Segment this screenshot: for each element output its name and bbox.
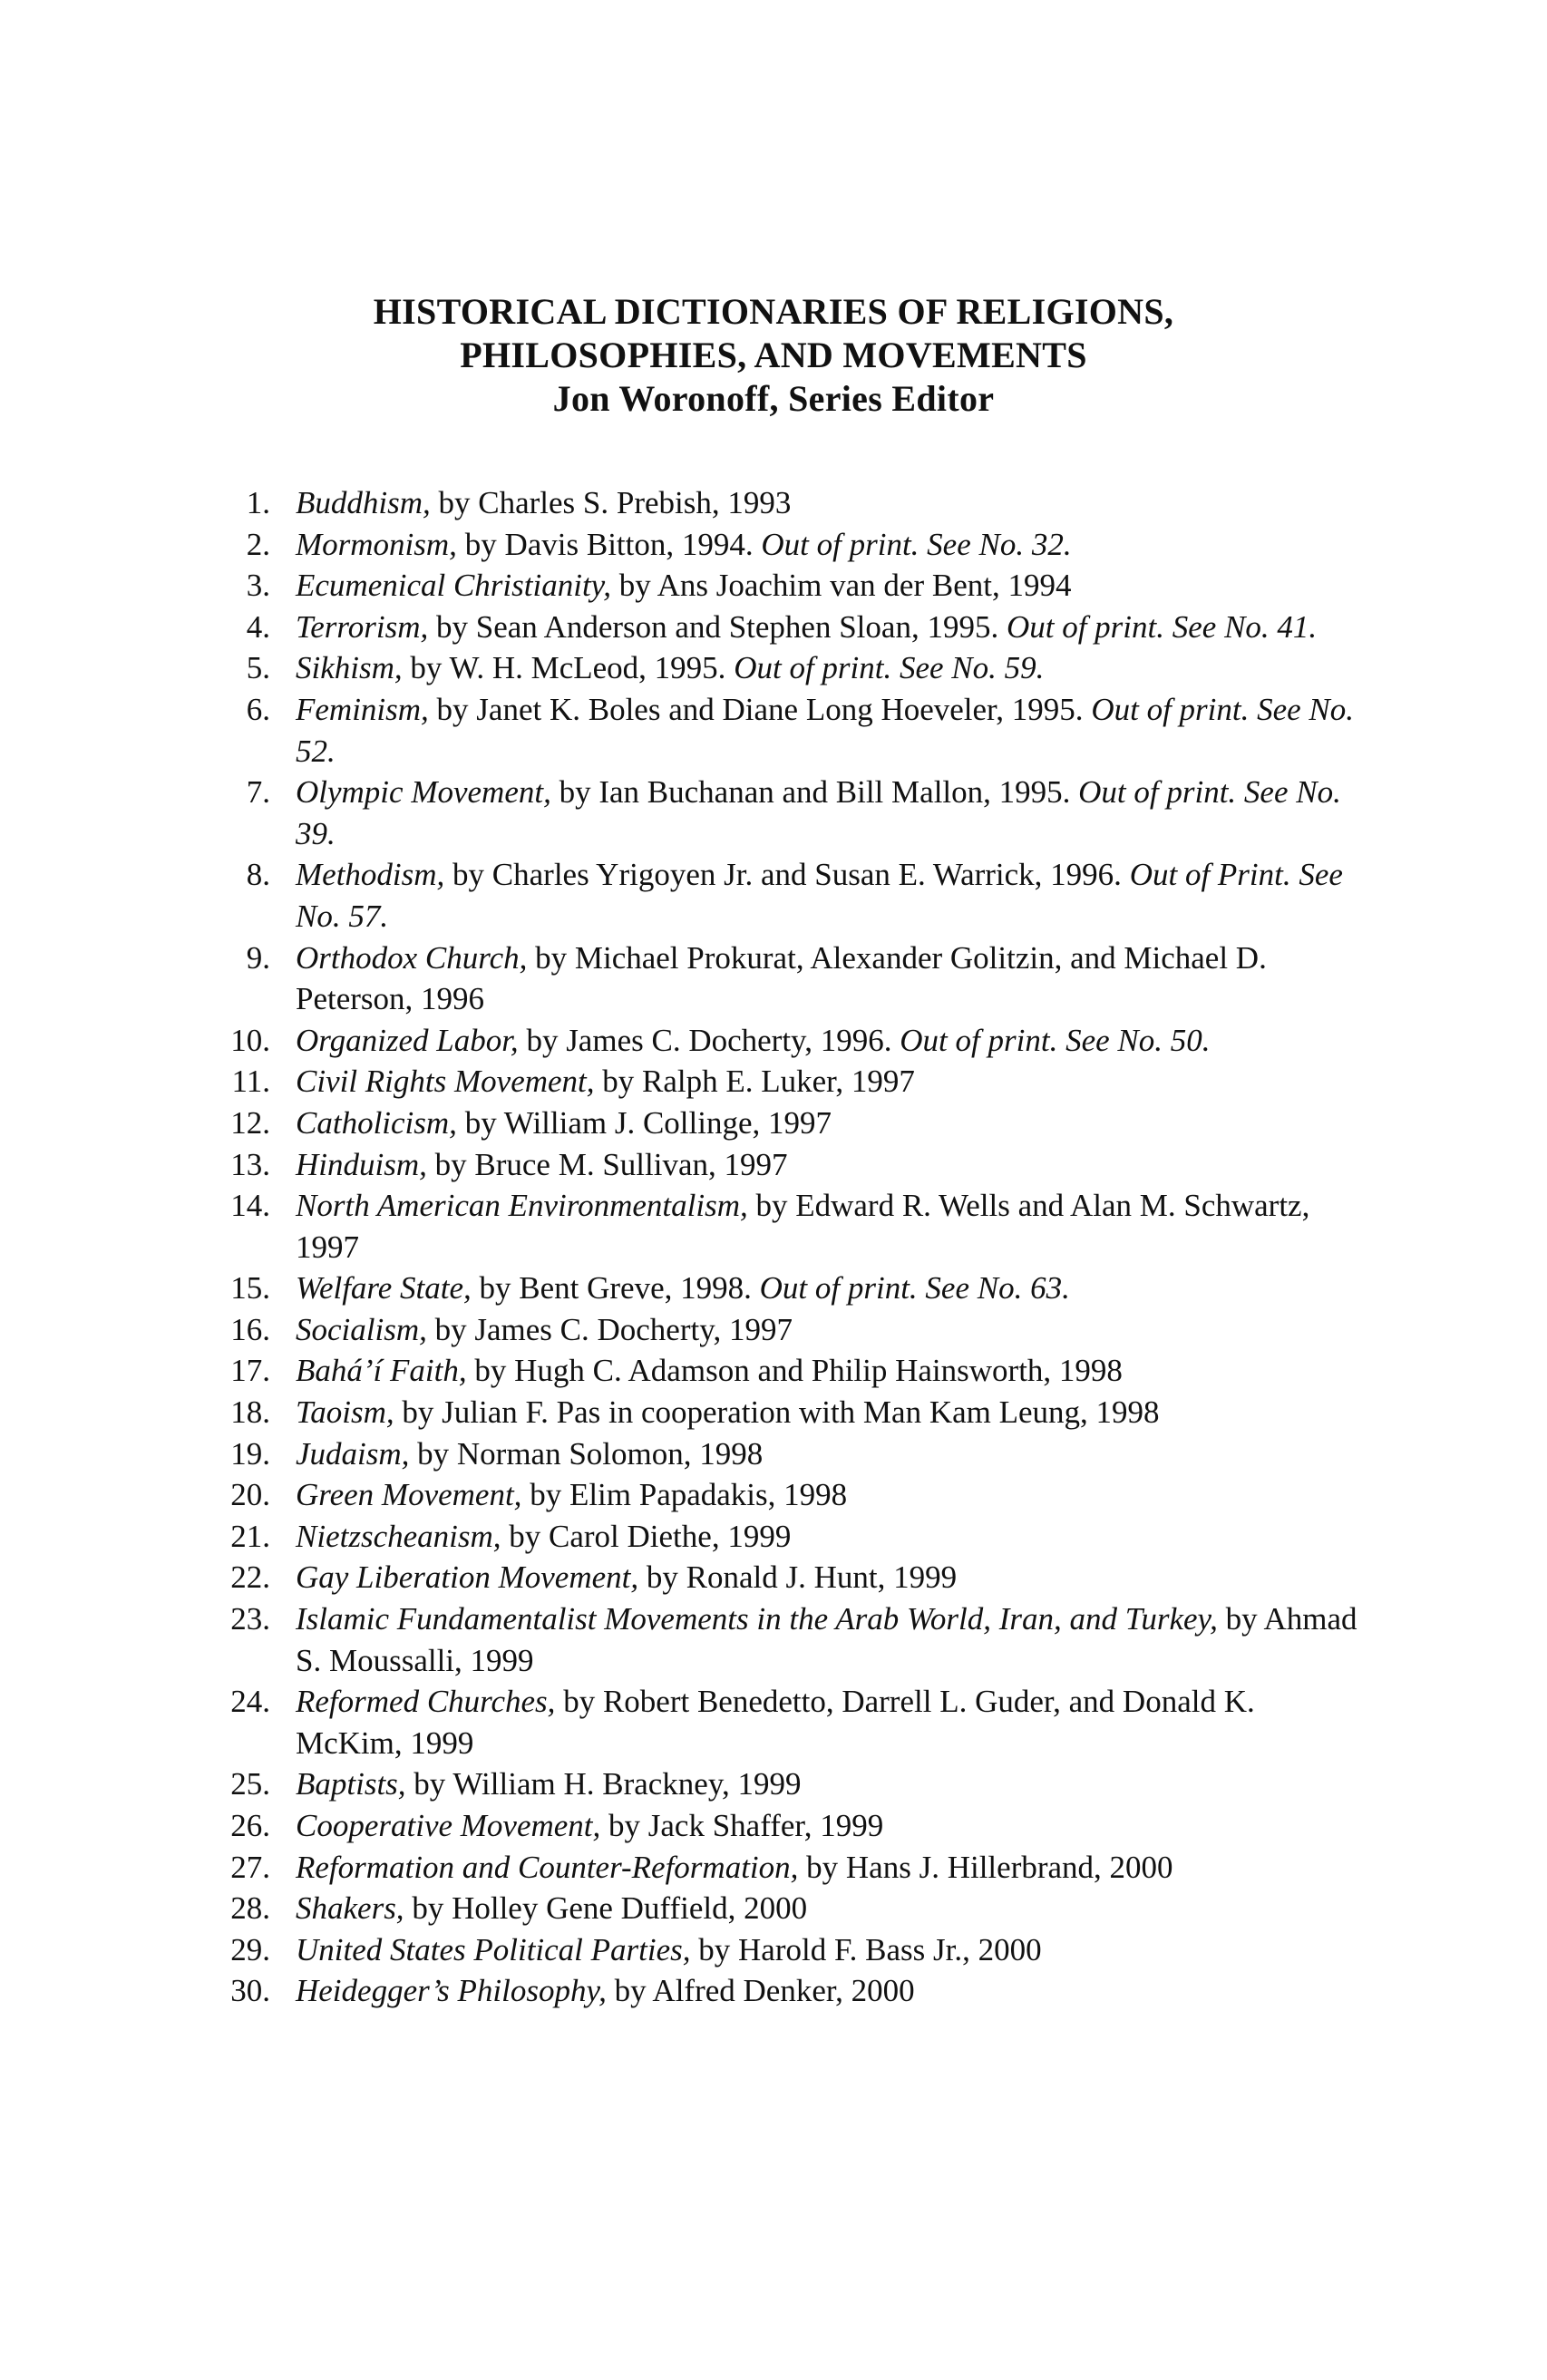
entry-number: 24. [230, 1684, 270, 1720]
entry-number: 20. [230, 1477, 270, 1513]
entry-author-year: by Ahmad S. Moussalli, 1999 [296, 1601, 1357, 1678]
entry-number: 2. [246, 526, 270, 562]
entry-author-year: by William H. Brackney, 1999 [405, 1766, 802, 1802]
entry-number: 19. [230, 1435, 270, 1472]
entry-title: Catholicism, [296, 1104, 457, 1141]
entry-author-year: by James C. Docherty, 1996. [518, 1022, 900, 1058]
list-item [227, 1847, 1369, 1889]
list-item [227, 1103, 1369, 1144]
entry-number: 28. [230, 1890, 270, 1927]
entry-note: Out of print. See No. 39. [296, 774, 1341, 851]
entry-title: Islamic Fundamentalist Movements in the Arab World, Iran, and Turkey, [296, 1601, 1218, 1637]
list-item [227, 1888, 1369, 1929]
entry-author-year: by Hugh C. Adamson and Philip Hainsworth, 1998 [466, 1353, 1123, 1389]
entry-title: Gay Liberation Movement, [296, 1559, 639, 1596]
entry-title: Civil Rights Movement, [296, 1064, 595, 1100]
entry-author-year: by Elim Papadakis, 1998 [521, 1477, 848, 1513]
list-item [227, 524, 1369, 566]
entry-author-year: by Janet K. Boles and Diane Long Hoeveler, 1995. [428, 691, 1092, 727]
entry-number: 6. [246, 691, 270, 727]
entry-title: Reformation and Counter-Reformation, [296, 1849, 799, 1885]
entry-number: 17. [230, 1353, 270, 1389]
entry-number: 16. [230, 1311, 270, 1347]
entry-number: 22. [230, 1559, 270, 1596]
series-title-line-2: PHILOSOPHIES, AND MOVEMENTS [460, 335, 1087, 375]
entry-author-year: by Holley Gene Duffield, 2000 [404, 1890, 808, 1927]
entry-title: Organized Labor, [296, 1022, 519, 1058]
entry-note: Out of print. See No. 59. [734, 650, 1045, 686]
entry-author-year: by Harold F. Bass Jr., 2000 [690, 1931, 1042, 1967]
entry-title: Green Movement, [296, 1477, 522, 1513]
entry-author-year: by Ronald J. Hunt, 1999 [638, 1559, 958, 1596]
entry-title: Sikhism, [296, 650, 403, 686]
entry-author-year: by W. H. McLeod, 1995. [402, 650, 735, 686]
list-item [227, 1061, 1369, 1103]
entry-number: 29. [230, 1931, 270, 1967]
entry-title: Reformed Churches, [296, 1684, 556, 1720]
entry-author-year: by Norman Solomon, 1998 [409, 1435, 764, 1472]
list-item [227, 482, 1369, 524]
entry-number: 9. [246, 939, 270, 976]
entry-author-year: by Alfred Denker, 2000 [606, 1973, 915, 2009]
entry-title: Methodism, [296, 857, 445, 893]
list-item [227, 1474, 1369, 1516]
list-item [227, 1392, 1369, 1433]
list-item [227, 1763, 1369, 1805]
entry-title: Socialism, [296, 1311, 427, 1347]
entry-number: 26. [230, 1808, 270, 1843]
dictionary-list [227, 482, 1369, 2012]
entry-author-year: by Robert Benedetto, Darrell L. Guder, and Donald K. McKim, 1999 [296, 1684, 1255, 1761]
list-item [227, 772, 1369, 854]
entry-number: 15. [230, 1270, 270, 1307]
entry-author-year: by Edward R. Wells and Alan M. Schwartz, 1997 [296, 1188, 1310, 1265]
list-item [227, 1805, 1369, 1847]
series-title-line-1: HISTORICAL DICTIONARIES OF RELIGIONS, [373, 291, 1174, 332]
entry-number: 5. [246, 650, 270, 686]
entry-note: Out of print. See No. 63. [759, 1270, 1070, 1307]
entry-author-year: by Ans Joachim van der Bent, 1994 [611, 568, 1072, 604]
list-item [227, 1309, 1369, 1351]
entry-title: Hinduism, [296, 1146, 427, 1182]
entry-number: 12. [230, 1104, 270, 1141]
list-item [227, 565, 1369, 607]
list-item [227, 1557, 1369, 1598]
entry-author-year: by Ralph E. Luker, 1997 [594, 1064, 915, 1100]
entry-title: Terrorism, [296, 608, 429, 645]
list-item [227, 1929, 1369, 1971]
entry-author-year: by Sean Anderson and Stephen Sloan, 1995. [428, 608, 1007, 645]
entry-author-year: by Bent Greve, 1998. [471, 1270, 760, 1307]
list-item [227, 1144, 1369, 1186]
entry-number: 30. [230, 1973, 270, 2009]
entry-number: 3. [246, 568, 270, 604]
entry-title: Feminism, [296, 691, 429, 727]
list-item [227, 1598, 1369, 1681]
list-item [227, 1020, 1369, 1062]
list-item [227, 937, 1369, 1020]
entry-title: Judaism, [296, 1435, 410, 1472]
entry-title: Ecumenical Christianity, [296, 568, 612, 604]
series-editor: Jon Woronoff, Series Editor [552, 378, 995, 419]
entry-title: Cooperative Movement, [296, 1808, 601, 1843]
entry-author-year: by Charles Yrigoyen Jr. and Susan E. Warrick, 1996. [444, 857, 1130, 893]
entry-note: Out of print. See No. 52. [296, 691, 1355, 769]
entry-number: 4. [246, 608, 270, 645]
entry-title: Welfare State, [296, 1270, 472, 1307]
list-item [227, 647, 1369, 689]
list-item [227, 854, 1369, 937]
entry-title: Bahá’í Faith, [296, 1353, 467, 1389]
entry-author-year: by Michael Prokurat, Alexander Golitzin, and Michael D. Peterson, 1996 [296, 939, 1267, 1017]
entry-title: Baptists, [296, 1766, 406, 1802]
entry-author-year: by James C. Docherty, 1997 [426, 1311, 793, 1347]
entry-author-year: by Jack Shaffer, 1999 [600, 1808, 884, 1843]
entry-author-year: by Charles S. Prebish, 1993 [430, 485, 792, 520]
entry-title: Mormonism, [296, 526, 457, 562]
entry-title: United States Political Parties, [296, 1931, 691, 1967]
entry-note: Out of Print. See No. 57. [296, 857, 1343, 934]
entry-note: Out of print. See No. 50. [900, 1022, 1211, 1058]
entry-author-year: by William J. Collinge, 1997 [456, 1104, 832, 1141]
list-item [227, 1516, 1369, 1558]
entry-note: Out of print. See No. 41. [1006, 608, 1318, 645]
entry-title: Nietzscheanism, [296, 1518, 501, 1554]
entry-author-year: by Ian Buchanan and Bill Mallon, 1995. [550, 774, 1079, 811]
entry-number: 1. [246, 485, 270, 520]
series-heading [0, 290, 1547, 421]
list-item [227, 1970, 1369, 2012]
entry-note: Out of print. See No. 32. [761, 526, 1072, 562]
list-item [227, 607, 1369, 648]
entry-author-year: by Bruce M. Sullivan, 1997 [426, 1146, 788, 1182]
entry-title: Heidegger’s Philosophy, [296, 1973, 607, 2009]
entry-title: Olympic Movement, [296, 774, 551, 811]
entry-title: North American Environmentalism, [296, 1188, 748, 1224]
entry-number: 14. [230, 1188, 270, 1224]
entry-number: 10. [230, 1022, 270, 1058]
entry-title: Buddhism, [296, 485, 431, 520]
entry-number: 25. [230, 1766, 270, 1802]
entry-title: Orthodox Church, [296, 939, 528, 976]
entry-author-year: by Hans J. Hillerbrand, 2000 [798, 1849, 1173, 1885]
list-item [227, 1268, 1369, 1309]
entry-title: Taoism, [296, 1394, 394, 1431]
entry-number: 23. [230, 1601, 270, 1637]
entry-number: 8. [246, 857, 270, 893]
entry-author-year: by Carol Diethe, 1999 [501, 1518, 792, 1554]
entry-title: Shakers, [296, 1890, 404, 1927]
entry-number: 18. [230, 1394, 270, 1431]
entry-number: 13. [230, 1146, 270, 1182]
entry-author-year: by Davis Bitton, 1994. [456, 526, 762, 562]
entry-author-year: by Julian F. Pas in cooperation with Man Kam Leung, 1998 [394, 1394, 1160, 1431]
entry-number: 11. [231, 1064, 270, 1100]
entry-number: 7. [246, 774, 270, 811]
list-item [227, 689, 1369, 772]
list-item [227, 1681, 1369, 1763]
entry-number: 27. [230, 1849, 270, 1885]
entry-number: 21. [230, 1518, 270, 1554]
list-item [227, 1350, 1369, 1392]
list-item [227, 1185, 1369, 1268]
list-item [227, 1433, 1369, 1475]
